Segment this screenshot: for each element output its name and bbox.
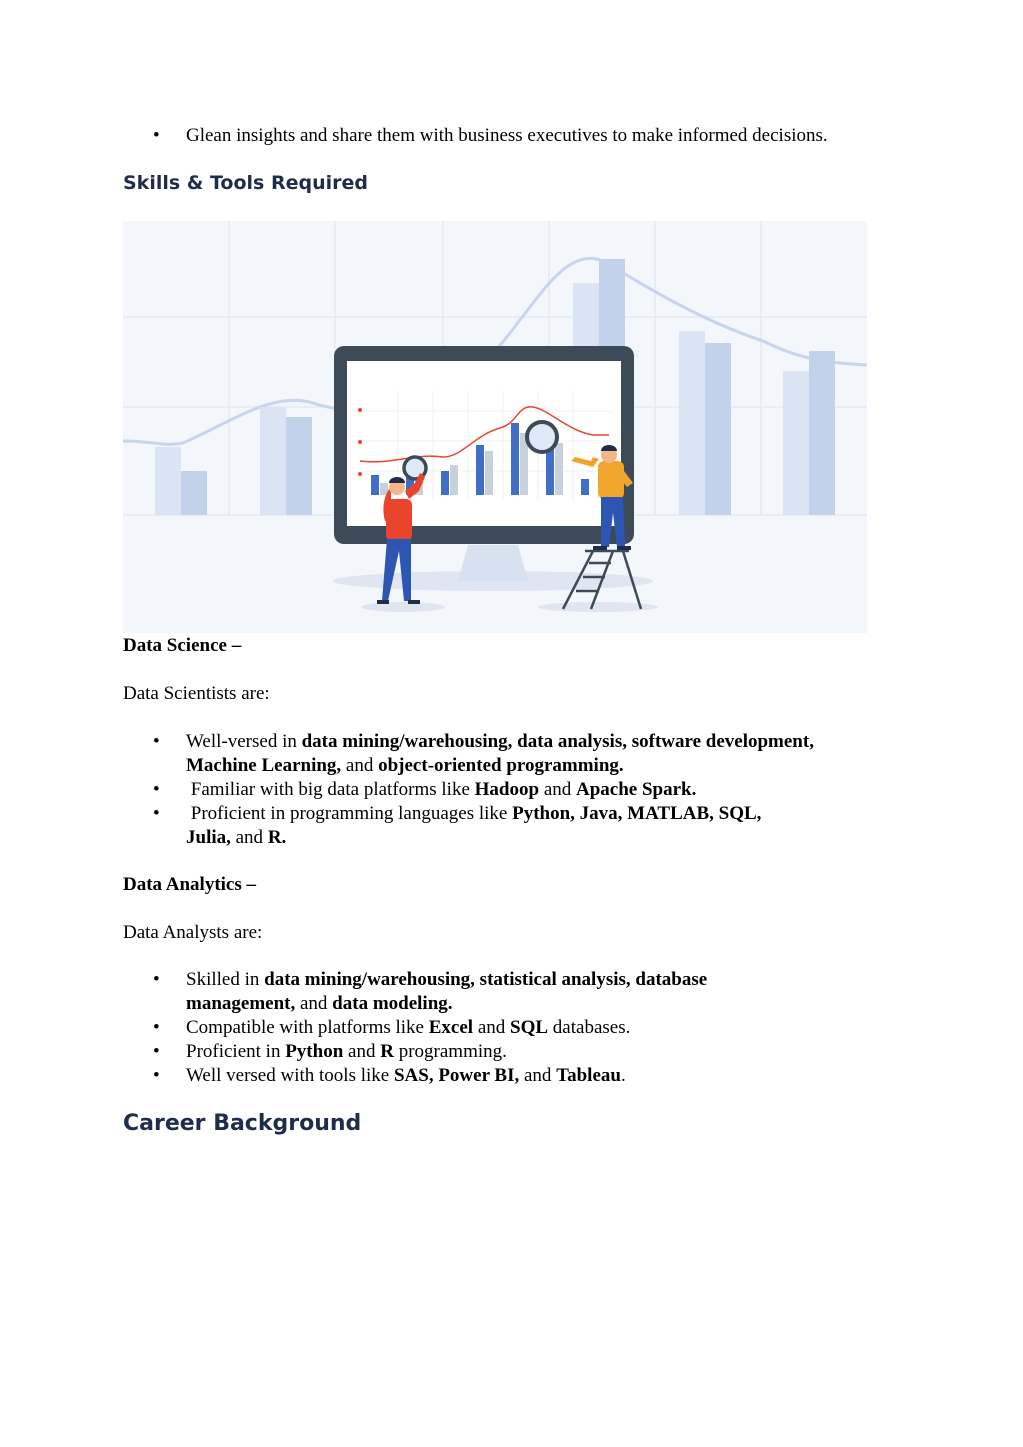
bold-text: R <box>380 1041 394 1062</box>
bold-text: R. <box>267 827 287 848</box>
list-item <box>124 968 914 1016</box>
subsection-heading: Data Analytics – <box>123 874 256 895</box>
text-run: . <box>620 1065 626 1086</box>
text-run: and <box>341 755 379 776</box>
list-item-text <box>186 968 906 1016</box>
text-run: and <box>473 1017 511 1038</box>
bold-text: data mining/warehousing, statistical analysis, database <box>264 969 708 990</box>
bold-text: Apache Spark. <box>576 779 697 800</box>
list-item-text <box>186 778 906 802</box>
text-run: and <box>343 1041 381 1062</box>
list-item-text: Glean insights and share them with business executives to make informed decisions. <box>186 125 828 146</box>
list-item <box>124 730 914 778</box>
bold-text: Hadoop <box>474 779 540 800</box>
list-item-text <box>186 730 906 778</box>
bold-text: management, <box>186 993 296 1014</box>
list-item-text <box>186 1040 906 1064</box>
bullet-icon: • <box>153 1041 160 1062</box>
bullet-icon: • <box>153 803 160 824</box>
text-run: Proficient in <box>186 1041 286 1062</box>
data-analysis-illustration <box>123 221 867 633</box>
bold-text: data modeling. <box>332 993 453 1014</box>
text-run: Skilled in <box>186 969 265 990</box>
subsection-heading: Data Science – <box>123 635 242 656</box>
intro-text: Data Analysts are: <box>123 922 263 943</box>
text-run: Proficient in programming languages like <box>186 803 513 824</box>
list-item <box>124 802 914 850</box>
bold-text: Tableau <box>556 1065 621 1086</box>
text-run: and <box>230 827 268 848</box>
bold-text: object-oriented programming. <box>378 755 624 776</box>
bold-text: Python <box>285 1041 344 1062</box>
bullet-icon: • <box>153 779 160 800</box>
list-item-text <box>186 1064 906 1088</box>
text-run: and <box>539 779 576 800</box>
list-item-text <box>186 802 906 850</box>
section-heading: Career Background <box>123 1111 362 1136</box>
intro-text: Data Scientists are: <box>123 683 270 704</box>
bold-text: data mining/warehousing, data analysis, software development, <box>301 731 814 752</box>
bold-text: Julia, <box>186 827 231 848</box>
bold-text: Machine Learning, <box>186 755 342 776</box>
bold-text: SQL <box>510 1017 549 1038</box>
bullet-icon: • <box>153 731 160 752</box>
text-run: programming. <box>393 1041 507 1062</box>
list-item-text <box>186 1016 906 1040</box>
text-run: Well-versed in <box>186 731 302 752</box>
bold-text: Python, Java, MATLAB, SQL, <box>512 803 762 824</box>
bullet-icon: • <box>153 969 160 990</box>
text-run: Compatible with platforms like <box>186 1017 429 1038</box>
section-heading: Skills & Tools Required <box>123 172 368 194</box>
text-run: databases. <box>548 1017 631 1038</box>
text-run: and <box>519 1065 557 1086</box>
bold-text: Excel <box>428 1017 474 1038</box>
bold-text: SAS, Power BI, <box>393 1065 520 1086</box>
text-run: Familiar with big data platforms like <box>186 779 475 800</box>
bullet-icon: • <box>153 125 160 146</box>
text-run: Well versed with tools like <box>186 1065 394 1086</box>
bullet-icon: • <box>153 1065 160 1086</box>
bullet-icon: • <box>153 1017 160 1038</box>
text-run: and <box>295 993 333 1014</box>
